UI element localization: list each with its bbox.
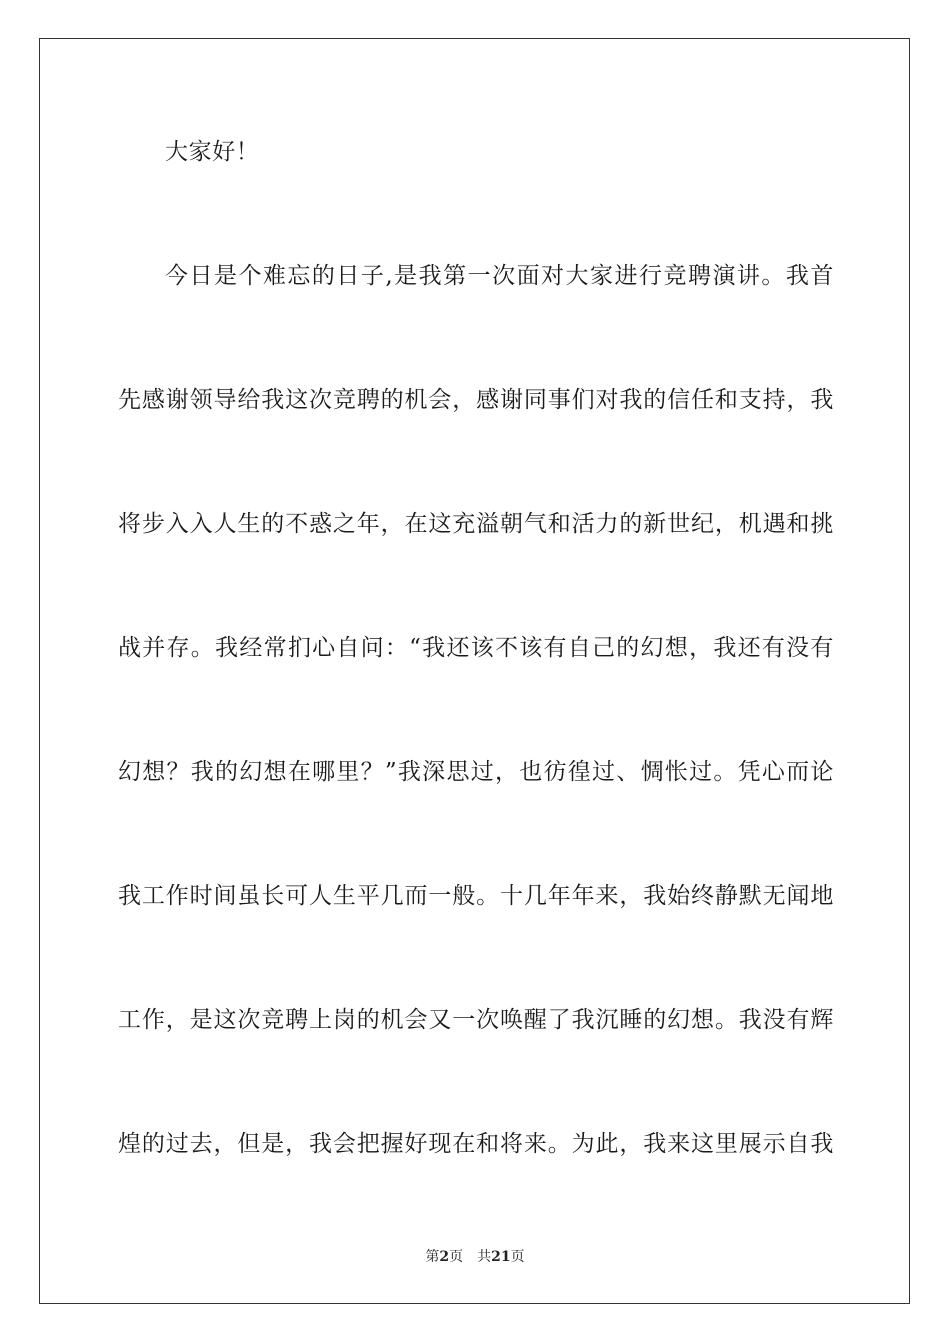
paragraph-line-2: 先感谢领导给我这次竞聘的机会，感谢同事们对我的信任和支持，我 <box>118 387 834 413</box>
page-border <box>39 38 910 1304</box>
paragraph-line-3: 将步入入人生的不惑之年，在这充溢朝气和活力的新世纪，机遇和挑 <box>118 511 834 537</box>
paragraph-line-6: 我工作时间虽长可人生平几而一般。十几年年来，我始终静默无闻地 <box>118 883 834 909</box>
page-number: 第2页 <box>425 1249 464 1265</box>
page-total: 共21页 <box>477 1249 525 1265</box>
paragraph-line-7: 工作，是这次竞聘上岗的机会又一次唤醒了我沉睡的幻想。我没有辉 <box>118 1007 834 1033</box>
page-footer <box>0 1248 950 1266</box>
paragraph-line-5: 幻想？我的幻想在哪里？”我深思过，也彷徨过、惆怅过。凭心而论 <box>118 759 834 785</box>
paragraph-line-4: 战并存。我经常扪心自问：“我还该不该有自己的幻想，我还有没有 <box>118 635 834 661</box>
greeting-line: 大家好！ <box>165 139 260 165</box>
paragraph-line-8: 煌的过去，但是，我会把握好现在和将来。为此，我来这里展示自我 <box>118 1131 834 1157</box>
paragraph-line-1: 今日是个难忘的日子,是我第一次面对大家进行竞聘演讲。我首 <box>165 263 834 289</box>
